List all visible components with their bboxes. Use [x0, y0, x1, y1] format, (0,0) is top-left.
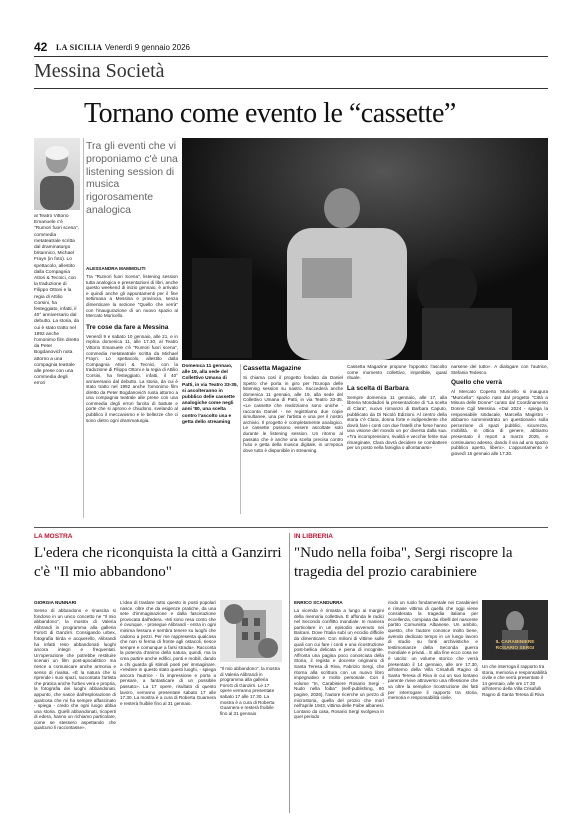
body-text: Venerdì 9 e sabato 10 gennaio, alle 21, e in replica domenica 11, alle 17.30, al Teatro Vittorio Emanuele c'è "Rumori fuori scena", commedia metateatrale scritta da Michael Frayn. Lo spettacolo, allestito dalla Compagnia Attori & Tecnici, con la traduzione di Filippo Ottoni e la regia di Attilio Corsini, ha festeggiato, infatti, il 40° anniversario dal debutto. La storia, da cui è stato tratto nel 1992 anche l'omonimo film diretto da Peter Bogdanovich ruota attorno a una compagnia teatrale alle prese con una commedia degli errori farcita di battute e porte che si aprono e chiudono, svelando al pubblico il meccanismo e le bellezze che ci sono dietro ogni drammaturgia.	[86, 333, 178, 423]
book-title: IL CARABINIERE ROSARIO SERGI	[495, 640, 535, 651]
section-title: Messina Società	[34, 60, 165, 82]
body-text: L'idea di traslare tutto questo in posti popolari nasce, oltre che da esigenze pratiche, da una sete d'immaginazione e dalla fascinazione provocata dall'edera. «Mi sono resa conto che è ovunque, - prosegue Alibrandi - entra in ogni minima fessura e sembra tenere su luoghi che cadono a pezzi. Per me rappresenta qualcosa che non si ferma di fronte agli ostacoli, riesce sempre e comunque a farsi strada». Racconta la potenza d'animo della natura, quindi, ma la crea partire anche edifici, ponti e mobili, dando a chi guarda gli stimoli poeti per immaginare. «Vedere in questo stato questi luoghi, - spiega ancora l'autrice - fa impressione e porta a pensare, a fantasticare di un possibile passato». La 17 opere, risultato di questo lavoro, verranno presentate sabato 17 alle 17.30. La mostra è a cura di Roberta Guarnera e resterà fruibile fino al 31 gennaio.	[120, 600, 216, 706]
main-headline: Tornano come evento le “cassette”	[84, 98, 456, 129]
body-text: Senso di abbandono e rinascita si fondono in un unico concetto ne "Il mio abbandono", la mostra di Valeria Alibrandi in programma alla galleria ForoG di Ganzirri. Consigando urbex, fotografia birda e acquerello, Alibrandi ha infatti reso abbandonati luoghi ancora integri e frequentati. Un'operazione che potrebbe restituire scenari un film post-apocalittico ma riesce a comunicare anche armonia e senso di rivalsa. «È la natura che si riprende i suoi spazi, raccontata l'artista che pratica anche l'urbex vera e propria, la fotografia dei luoghi abbandonati, appunto, che nasce dall'esplorazione di qualcosa che mi ha sempre affascinato - spiega - credo che ogni luogo abbia una storia. Quelli abbandonati, ricoperti di edera, hanno un richiamo particolare, come se stessero aspettando che qualcuno li raccontasse».	[34, 608, 116, 731]
author-byline: ALESSANDRA MAMMOLITI	[86, 266, 146, 271]
article-column	[451, 364, 548, 514]
article-column	[347, 364, 447, 514]
article-label: IN LIBRERIA	[294, 533, 333, 540]
photo-caption: Un che interroga il rapporto tra storia, memoria e responsabilità civile e che verrà presentato il 14 gennaio, alle ore 17.30 all'interno della Villa Crisafulli Ragno di Santa Teresa di Riva	[482, 664, 548, 697]
page-number: 42	[34, 40, 48, 54]
photo-caption: al Teatro Vittorio Emanuele c'è "Rumori fuori scena", commedia metateatrale scritta dal drammaturgo britannico, Michael Frayn (in foto). Lo spettacolo, allestito dalla Compagnia Attori & Tecnici, con la traduzione di Filippo Ottoni e la regia di Attilio Corsini, ha festeggiato, infatti, il 40° anniversario dal debutto. La storia, da cui è stato tratto nel 1992 anche l'omonimo film diretto da Peter Bogdanovich nota attorno a una compagnia teatrale alle prese con una commedia degli errori	[34, 214, 80, 387]
article-column	[86, 274, 178, 514]
section-divider	[34, 527, 548, 528]
body-text: Tra "Rumori fuori Scena", listening session tutta analogica e presentazioni di libri, anche questo weekend di inizio gennaio, è arrivato e quindi anche gli appuntamenti per il fine settimana a Messina e provincia, senza dimenticare la sezione "Quello che verrà" con l'inaugurazione di un nuovo spazio al Mercato Muricello.	[86, 274, 178, 319]
newspaper-name: LA SICILIA	[56, 43, 103, 52]
subhead: Quello che verrà	[451, 379, 502, 387]
body-text: Cassetta Magazine propone l'opposto: l'ascolto come momento collettivo, irripetibile, quasi rituale.	[347, 364, 447, 381]
header-rule	[34, 56, 548, 57]
article-column	[243, 364, 343, 514]
article-label: LA MOSTRA	[34, 533, 73, 540]
photo-side-caption: Domenica 11 gennaio, alle 19, alla sede del Collettivo Umana di Patti, in via Teatro 33-35, si ascolteranno in pubblico delle cassette analogiche come negli anni '80, una scelta contro l'ascolto usa e getta dello streaming	[182, 364, 238, 425]
article-headline: "Nudo nella foiba", Sergi riscopre la tragedia del prozio carabiniere	[294, 545, 513, 580]
photo-caption: "Il mio abbandono", la mostra di Valeria Alibrandi in programma alla galleria ForoG di Ganzirri. Le 17 opere verranno presentate sabato 17 alle 17.30. La mostra è a cura di Roberta Guarnera e resterà fruibile fino al 31 gennaio	[220, 666, 280, 716]
section-rule	[34, 88, 548, 89]
issue-date: Venerdì 9 gennaio 2026	[105, 43, 190, 52]
author-byline: GIORGIA NUNNARI	[34, 600, 77, 605]
body-text: Si chiama così il progetto fondato da Daniel Spetro che porta in giro per l'Europa delle listening session su nastro. Succederà anche domenica 11 gennaio, alle 19, alla sede del Collettivo Umana di Patti, in via Teatro 33-35. «Le cassette che realizziamo sono uniche - racconta Daniel - ne registriamo due copie simultanee, una per l'artista e una per il nostro archivio. Il progetto è completamente analogico. Le cassette possono essere ascoltate solo durante le listening session. Un ritorno al passato che è anche una scelta precisa contro l'uso e getta della musica digitale, in un'epoca dove tutto è disponibile in streaming.	[243, 375, 343, 453]
body-text: riodo un ruolo fondamentale nei Carabinieri e rimase vittima di quella che oggi viene considerata la tragedia italiana per eccellenza, compiuta dai ribelli del nascente partito Comunista Albanese. Un ambito, questo, che l'autore conosce molto bene, avendo dedicato tempo in un lungo lavoro di studio su fonti archivistiche e testimonianze della Seconda guerra mondiale e privati... E alla fine ecco cosa ne è uscito: un volume storico che verrà presentato il 14 gennaio, alle ore 17.30, all'interno della Villa Crisafulli Ragno di Santa Teresa di Riva in cui un suo lontano parente rivive attraverso una riflessione che va oltre la semplice ricostruzione dei fatti per interrogare il rapporto tra storia, memoria e responsabilità civile.	[388, 600, 478, 701]
body-text: Al Mercato Coperto Muricello si inaugura "Muricella": spazio nato dal progetto "Città a Misura delle Donne" curato dal Coordinamento Donne Cgil Messina. «Dal 2024 - spiega la responsabile sindacale, Marcella Magistro - abbiamo somministrato un questionario sulla percezione di spazi pubblici, sicurezza, mobilità, in ottica di genere, abbiamo presentato il report a marzo 2025, e continuiamo adesso, dando il via ad uno spazio pubblico aperto, libero». L'appuntamento è giovedì 15 gennaio alle 17.30.	[451, 389, 548, 456]
concert-photo	[182, 138, 548, 360]
book-cover	[482, 600, 548, 660]
author-photo	[34, 138, 80, 210]
body-text: La vicenda è rimasta a lungo ai margini della memoria collettiva. È affonda le radici nel Secondo conflitto mondiale. In maniera particolare in un episodio avvenuto nei Balcani. Dove l'Italia subì un eccidio difficile da dimenticare. Con milioni di vittime sulle quali con cui fare i conti e una ricostruzione post-bellica delicata e piena di incognite. Affronta una pagina poco conosciuta della Storia, il regista e docente originario di Santa Teresa di Riva, Fabrizio Sergi, che ritorna alla scrittura con un nuovo libro impegnativo e molto personale. Con il volume "In, Carabiniere Rosario Sergi - Nudo nella foiba" (self-publishing, 60 pagine, 2026), l'autore ricerche un pezzo di microstoria, quella del prozio che morì nell'aprile 1943, vittima delle Foibe albanesi. Lontano da casa, Rosario Sergi svolgeva in quel periodo	[294, 608, 384, 720]
author-byline: ENRICO SCANDURRA	[294, 600, 343, 605]
col-divider	[240, 364, 241, 514]
body-text: Sempre domenica 11 gennaio, alle 17, alla libreria Mondadori la presentazione di "La scelta di Clara", nuovo romanzo di Barbara Caputo, pubblicato da Di Nicolò Edizioni. Al centro della storia c'è Clara, donna forte e indipendente che dovrà fare i conti con due fratelli che forse hanno una visione del mondo un po' diversa dalla sua. «Tra incomprensioni, rivalità e vecchie ferite mai rimarginate, Clara dovrà decidere se combattere per un posto nella famiglia o allontanarsi»	[347, 394, 447, 451]
col-divider	[83, 138, 84, 518]
subhead: La scelta di Barbara	[347, 384, 409, 392]
exhibition-photo	[220, 600, 282, 662]
article-headline: L'edera che riconquista la città a Ganzirri c'è "Il mio abbandono"	[34, 545, 282, 580]
body-text: narsene del tutto». A dialogare con l'autrice, Stefania Tedesco.	[451, 364, 548, 375]
subhead: Cassetta Magazine	[243, 365, 302, 372]
kicker: Tra gli eventi che vi proponiamo c'è una listening session di musica rigorosamente analogica	[86, 140, 178, 216]
col-divider	[289, 533, 290, 813]
subhead: Tre cose da fare a Messina	[86, 323, 169, 331]
